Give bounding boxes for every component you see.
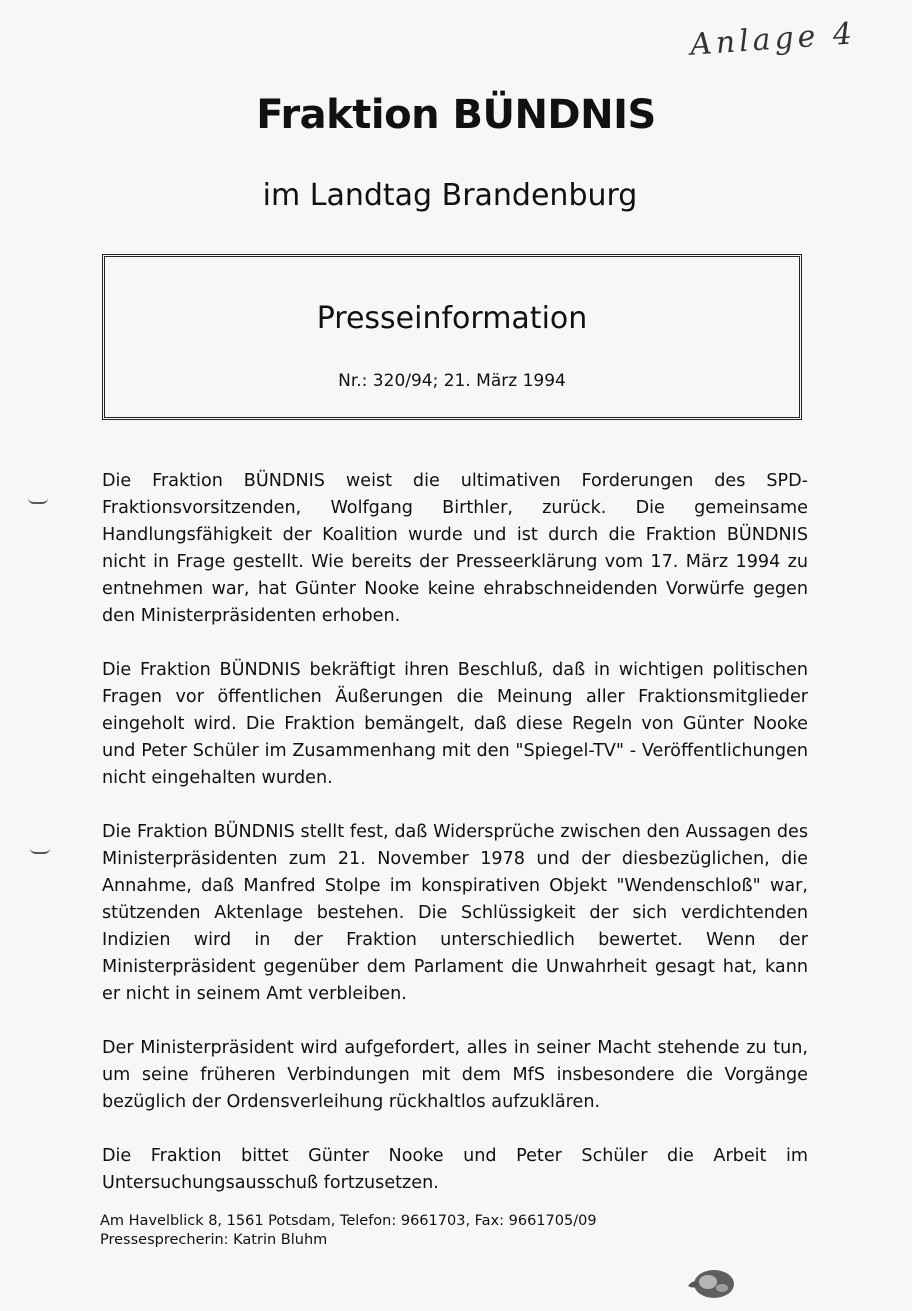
paragraph: Die Fraktion bittet Günter Nooke und Peter Schüler die Arbeit im Untersuchungsausschuß fortzusetzen. [102, 1146, 808, 1193]
paragraph: Die Fraktion BÜNDNIS weist die ultimativen Forderungen des SPD-Fraktionsvorsitzenden, Wolfgang Birthler, zurück. Die gemeinsame Handlungsfähigkeit der Koalition wurde und ist durch die Fraktion BÜNDNIS nicht in Frage gestellt. Wie bereits der Presseerklärung vom 17. März 1994 zu entnehmen war, hat Günter Nooke keine ehrabschneidenden Vorwürfe gegen den Ministerpräsidenten erhoben. [102, 471, 808, 626]
footer-address: Am Havelblick 8, 1561 Potsdam, Telefon: 9661703, Fax: 9661705/09 [100, 1213, 597, 1229]
document-title: Fraktion BÜNDNIS [256, 92, 656, 138]
press-info-box [102, 254, 802, 420]
document-subtitle: im Landtag Brandenburg [262, 178, 638, 213]
handwritten-annotation: Anlage 4 [688, 16, 858, 63]
margin-mark [28, 498, 48, 504]
footer-spokesperson: Pressesprecherin: Katrin Bluhm [100, 1232, 328, 1248]
press-release-body [102, 468, 808, 1224]
press-info-heading: Presseinformation [316, 301, 588, 336]
paragraph: Die Fraktion BÜNDNIS stellt fest, daß Widersprüche zwischen den Aussagen des Ministerpräsidenten zum 21. November 1978 und der diesbezüglichen, die Annahme, daß Manfred Stolpe im konspirativen Objekt "Wendenschloß" war, stützenden Aktenlage bestehen. Die Schlüssigkeit der sich verdichtenden Indizien wird in der Fraktion unterschiedlich bewertet. Wenn der Ministerpräsident gegenüber dem Parlament die Unwahrheit gesagt hat, kann er nicht in seinem Amt verbleiben. [102, 822, 808, 1004]
paragraph: Der Ministerpräsident wird aufgefordert, alles in seiner Macht stehende zu tun, um seine früheren Verbindungen mit dem MfS insbesondere die Vorgänge bezüglich der Ordensverleihung rückhaltlos aufzuklären. [102, 1038, 808, 1112]
margin-mark [30, 848, 50, 854]
footer [100, 1212, 720, 1250]
paragraph: Die Fraktion BÜNDNIS bekräftigt ihren Beschluß, daß in wichtigen politischen Fragen vor öffentlichen Äußerungen die Meinung aller Fraktionsmitglieder eingeholt wird. Die Fraktion bemängelt, daß diese Regeln von Günter Nooke und Peter Schüler im Zusammenhang mit den "Spiegel-TV" - Veröffentlichungen nicht eingehalten wurden. [102, 660, 808, 788]
logo-stamp [684, 1264, 738, 1302]
press-release-number: Nr.: 320/94; 21. März 1994 [338, 371, 566, 391]
